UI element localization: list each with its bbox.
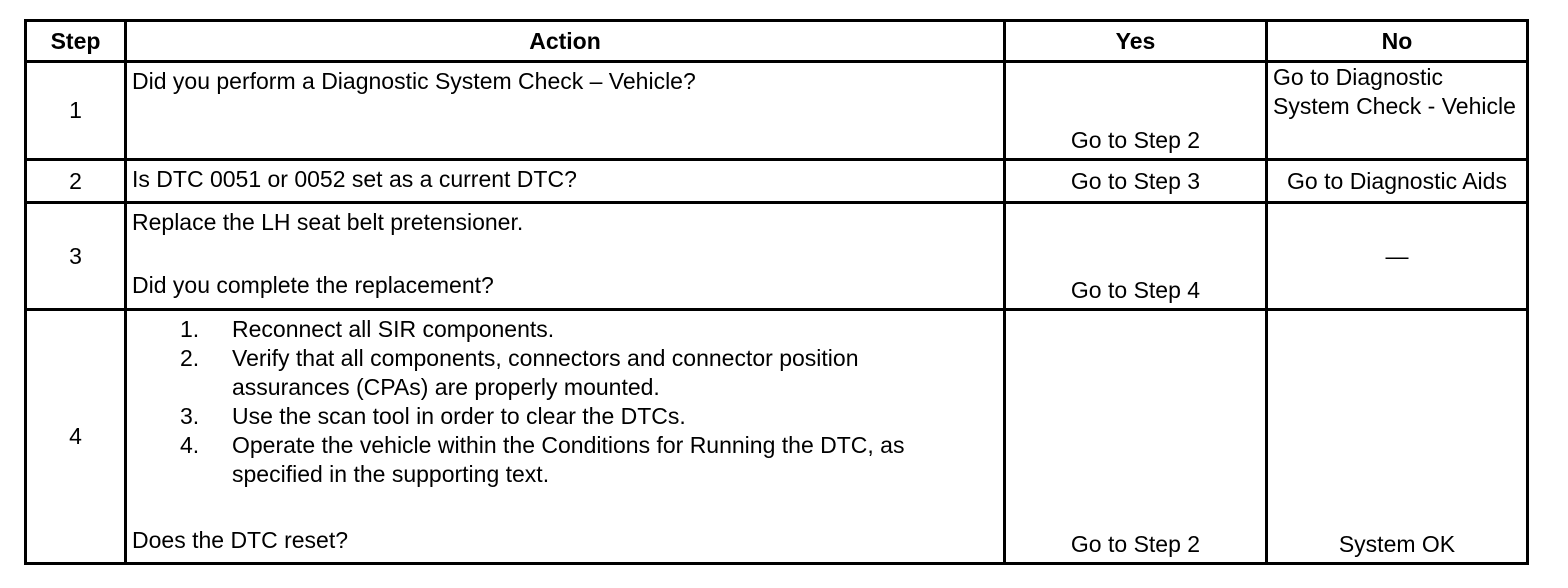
- yes-result: Go to Step 2: [1005, 310, 1267, 564]
- procedure-list: [132, 315, 998, 489]
- yes-result: Go to Step 3: [1005, 160, 1267, 203]
- step-number: 1: [26, 62, 126, 160]
- header-step: Step: [26, 21, 126, 62]
- no-result: Go to Diagnostic System Check - Vehicle: [1267, 62, 1528, 160]
- list-item: [132, 315, 998, 344]
- action-cell: [126, 310, 1005, 564]
- diagnostic-table: [24, 19, 1529, 565]
- list-item-number: 3.: [180, 403, 200, 429]
- list-item: [132, 402, 998, 431]
- yes-result: Go to Step 2: [1005, 62, 1267, 160]
- list-item-number: 4.: [180, 432, 200, 458]
- list-item-text: Verify that all components, connectors and connector position assurances (CPAs) are properly mounted.: [232, 345, 859, 400]
- action-cell: [126, 203, 1005, 310]
- table-row: [26, 62, 1528, 160]
- action-question: Does the DTC reset?: [132, 527, 349, 553]
- diagnostic-table-container: [24, 19, 1529, 565]
- list-item-text: Operate the vehicle within the Conditions for Running the DTC, as specified in the supporting text.: [232, 432, 905, 487]
- step-number: 2: [26, 160, 126, 203]
- table-header-row: [26, 21, 1528, 62]
- no-result: System OK: [1267, 310, 1528, 564]
- no-result: —: [1267, 203, 1528, 310]
- table-row: [26, 203, 1528, 310]
- list-item-text: Reconnect all SIR components.: [232, 316, 555, 342]
- table-row: [26, 160, 1528, 203]
- step-number: 3: [26, 203, 126, 310]
- header-no: No: [1267, 21, 1528, 62]
- no-result: Go to Diagnostic Aids: [1267, 160, 1528, 203]
- action-question: Did you complete the replacement?: [132, 272, 494, 298]
- list-item-number: 2.: [180, 345, 200, 371]
- table-row: [26, 310, 1528, 564]
- list-item: [132, 431, 998, 489]
- action-instruction: Replace the LH seat belt pretensioner.: [132, 209, 524, 235]
- action-text: Is DTC 0051 or 0052 set as a current DTC?: [126, 160, 1005, 203]
- list-item-number: 1.: [180, 316, 200, 342]
- list-item-text: Use the scan tool in order to clear the DTCs.: [232, 403, 686, 429]
- header-yes: Yes: [1005, 21, 1267, 62]
- list-item: [132, 344, 998, 402]
- step-number: 4: [26, 310, 126, 564]
- yes-result: Go to Step 4: [1005, 203, 1267, 310]
- header-action: Action: [126, 21, 1005, 62]
- action-text: Did you perform a Diagnostic System Check – Vehicle?: [126, 62, 1005, 160]
